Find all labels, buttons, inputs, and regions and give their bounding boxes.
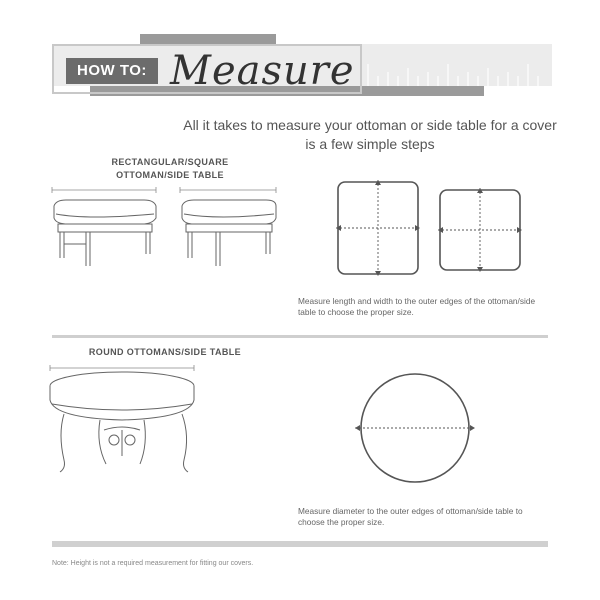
- circle-measure-icon: [342, 370, 488, 486]
- rectangular-ottoman-illustrations: [48, 184, 288, 272]
- square-ottoman-icon: [182, 200, 276, 266]
- rectangle-measure-icon: [336, 180, 420, 276]
- page-title: Measure: [170, 48, 355, 94]
- intro-text: All it takes to measure your ottoman or side table for a cover is a few simple steps: [183, 117, 557, 152]
- round-caption: Measure diameter to the outer edges of ottoman/side table to choose the proper size.: [298, 506, 523, 527]
- square-measure-icon: [438, 188, 522, 272]
- rectangular-heading: [90, 156, 250, 182]
- rectangular-heading-line2: OTTOMAN/SIDE TABLE: [116, 170, 224, 180]
- round-ottoman-icon: [44, 364, 204, 476]
- header-accent-top: [140, 34, 276, 44]
- footnote: Note: Height is not a required measurement for fitting our covers.: [52, 560, 254, 567]
- how-to-badge: HOW TO:: [66, 58, 158, 84]
- ruler-icon: [362, 50, 552, 86]
- rectangular-measure-diagrams: [330, 176, 536, 280]
- rectangular-caption: Measure length and width to the outer edges of the ottoman/side table to choose the proper size.: [298, 296, 536, 317]
- rectangular-heading-line1: RECTANGULAR/SQUARE: [111, 157, 229, 167]
- round-heading: ROUND OTTOMANS/SIDE TABLE: [88, 347, 242, 357]
- rectangular-ottoman-icon: [54, 200, 156, 266]
- bottom-band: [52, 541, 548, 547]
- section-divider: [52, 335, 548, 338]
